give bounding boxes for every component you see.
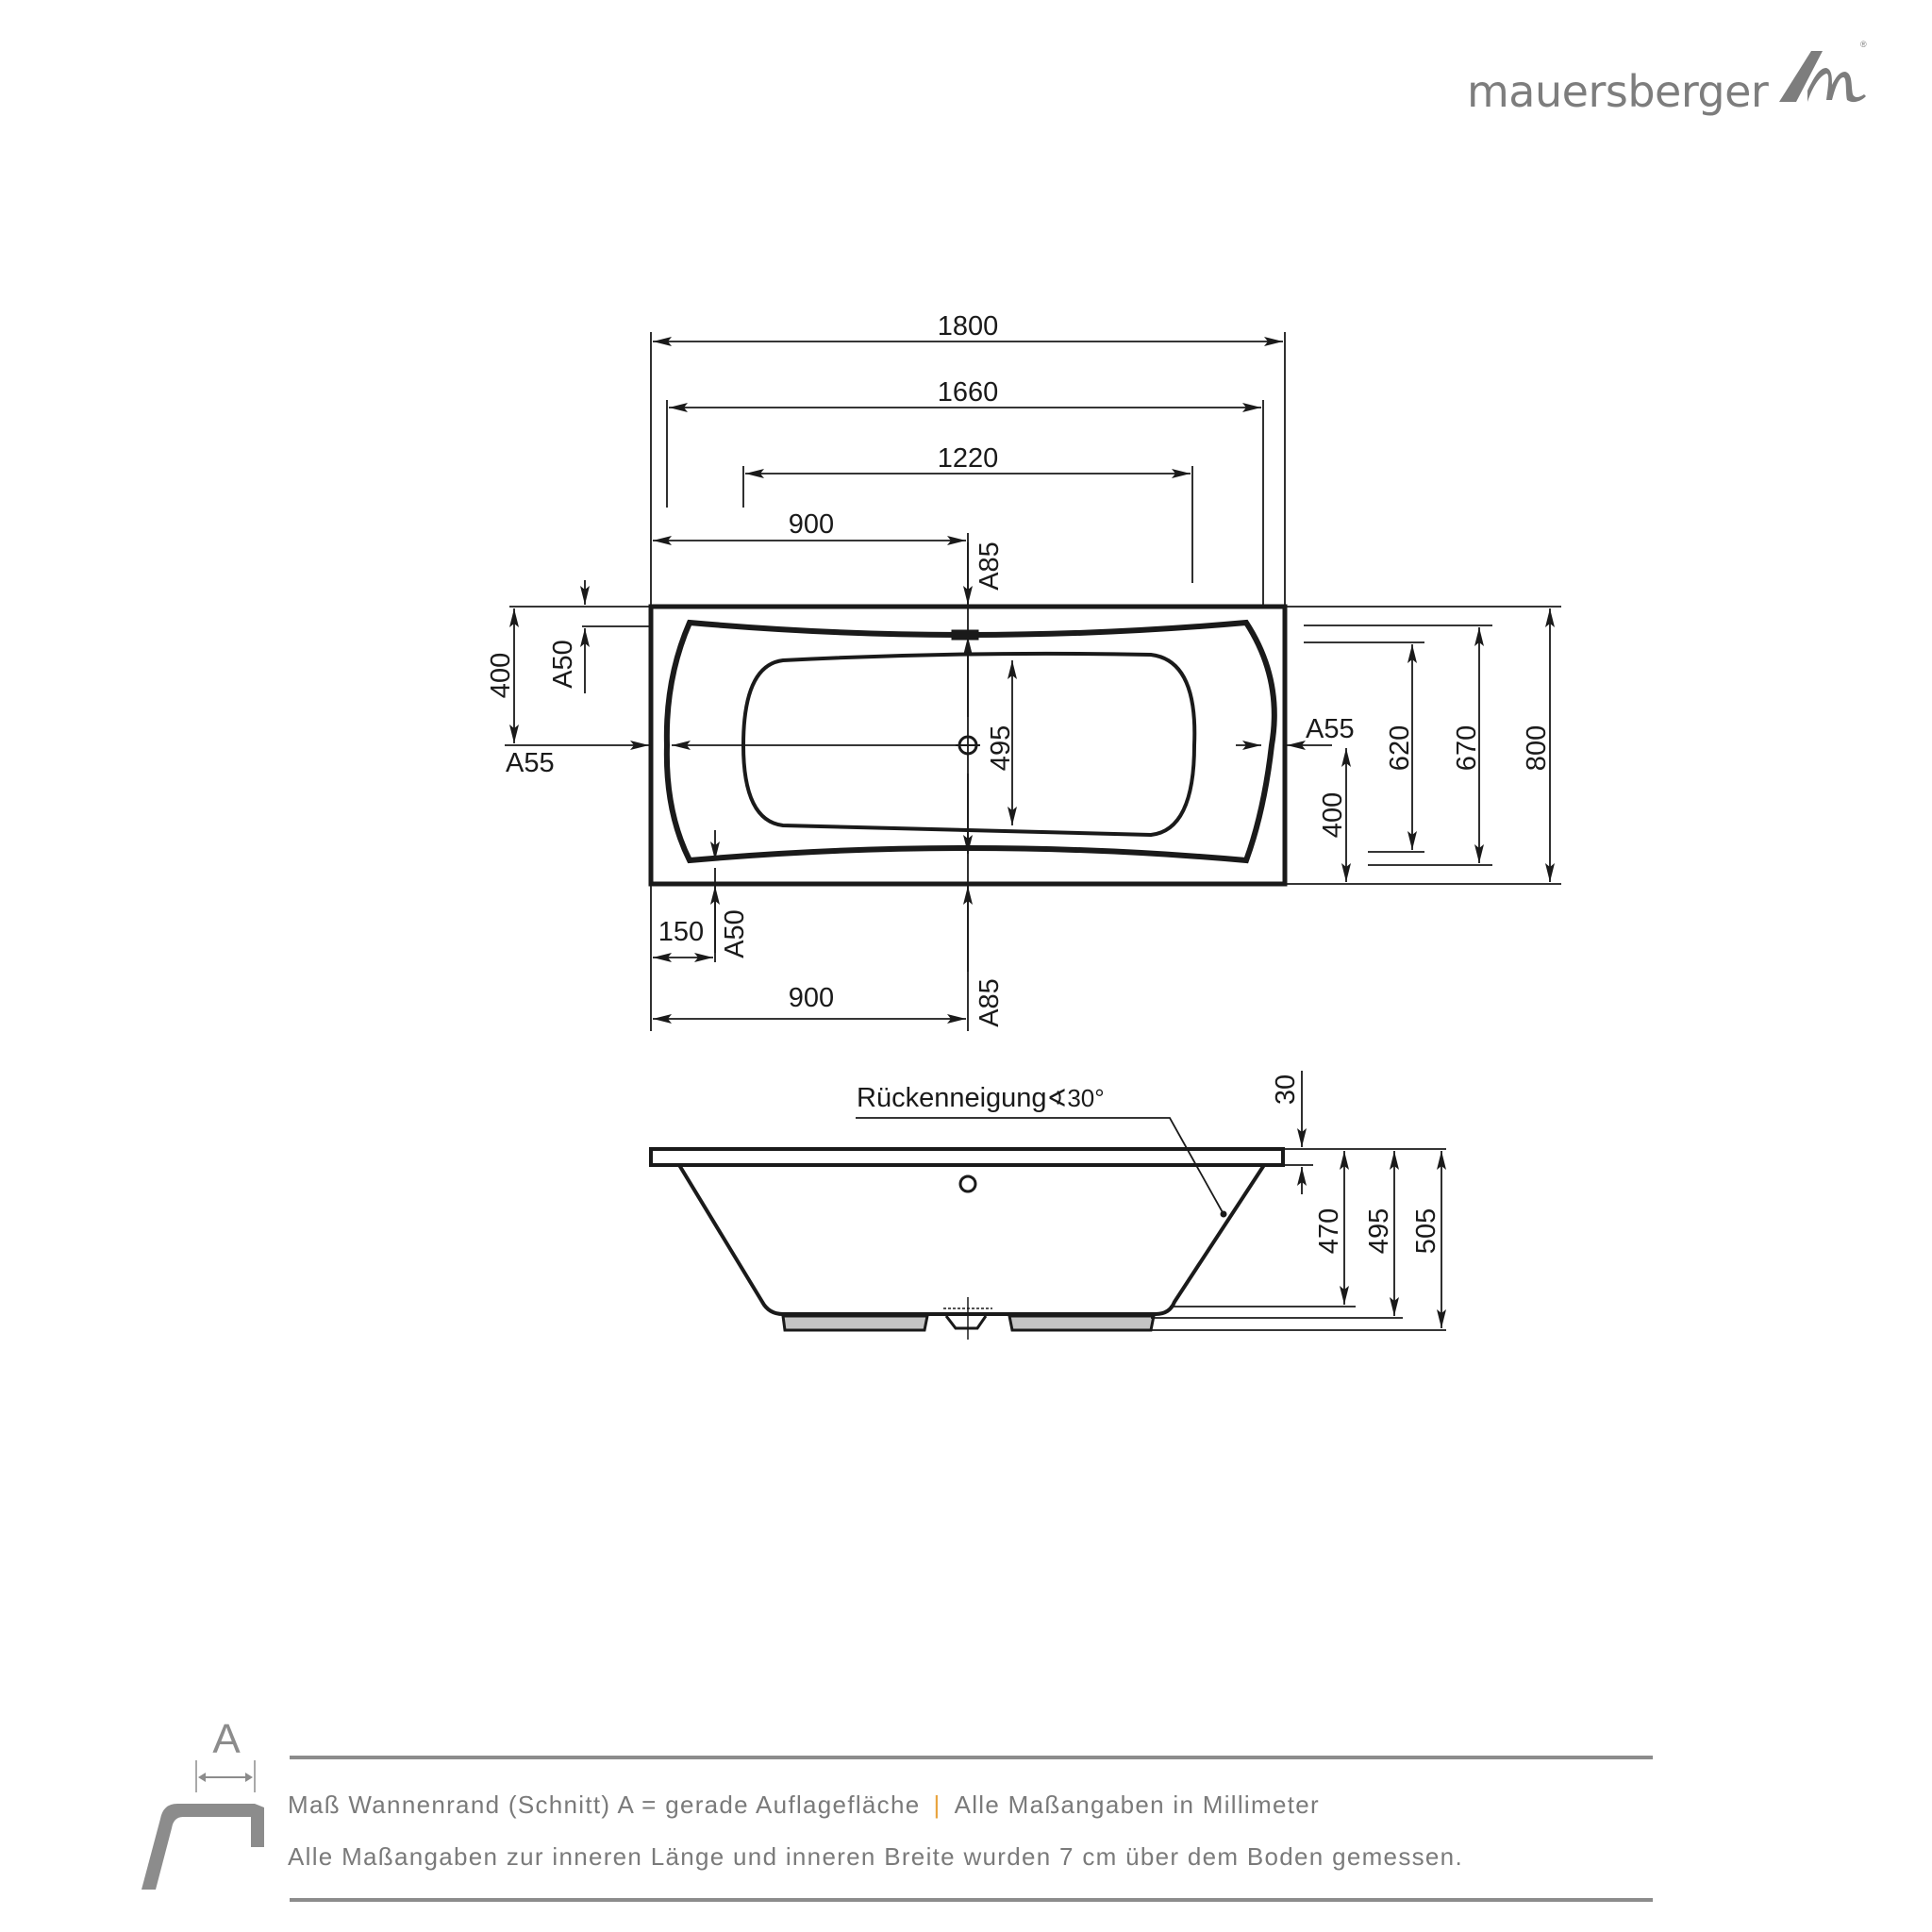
dim-470: 470 bbox=[1314, 1208, 1344, 1255]
dim-400-left: 400 bbox=[486, 652, 516, 699]
side-drain bbox=[946, 1316, 986, 1328]
dim-400-right: 400 bbox=[1318, 791, 1348, 839]
footer-line-2 bbox=[288, 1842, 1463, 1872]
rim-section-legend-icon bbox=[132, 1706, 274, 1894]
dim-495: 495 bbox=[986, 724, 1016, 772]
dim-800: 800 bbox=[1522, 724, 1552, 772]
tub-floor bbox=[743, 654, 1194, 835]
top-view-labels bbox=[486, 311, 1552, 1027]
rim-a55-left: A55 bbox=[506, 748, 555, 778]
footer-divider-top bbox=[290, 1756, 1653, 1759]
dim-505: 505 bbox=[1411, 1208, 1441, 1255]
units-note: Alle Maßangaben in Millimeter bbox=[954, 1790, 1320, 1819]
dim-1800: 1800 bbox=[937, 311, 999, 341]
rim-a85-bottom: A85 bbox=[974, 978, 1005, 1027]
dim-1660: 1660 bbox=[937, 377, 999, 408]
registered-mark: ® bbox=[1860, 40, 1867, 49]
dim-150: 150 bbox=[658, 917, 705, 947]
dim-900-top: 900 bbox=[788, 509, 835, 540]
side-overflow-icon bbox=[960, 1176, 975, 1191]
footer-line-1 bbox=[288, 1790, 1320, 1820]
rim-definition-text: Maß Wannenrand (Schnitt) A = gerade Auflagefläche bbox=[288, 1790, 921, 1819]
rim-a55-right: A55 bbox=[1306, 714, 1355, 744]
legend-letter: A bbox=[212, 1716, 241, 1762]
side-tub-body bbox=[679, 1165, 1264, 1314]
rim-a50-bottom: A50 bbox=[720, 909, 750, 958]
rim-a50-left: A50 bbox=[548, 640, 578, 689]
rim-a85-top: A85 bbox=[974, 541, 1005, 591]
dim-620: 620 bbox=[1385, 724, 1415, 772]
brand-name: mauersberger bbox=[1467, 66, 1769, 117]
side-foot-right bbox=[1009, 1316, 1154, 1330]
separator: | bbox=[933, 1790, 941, 1819]
footer-divider-bottom bbox=[290, 1898, 1653, 1902]
dim-30: 30 bbox=[1271, 1074, 1301, 1106]
back-slope-annotation: Rückenneigung∢30° bbox=[857, 1083, 1105, 1113]
dim-1220: 1220 bbox=[937, 443, 999, 474]
side-foot-left bbox=[783, 1316, 927, 1330]
measurement-note: Alle Maßangaben zur inneren Länge und inneren Breite wurden 7 cm über dem Boden gemessen. bbox=[288, 1842, 1463, 1871]
dim-900-bottom: 900 bbox=[788, 983, 835, 1013]
dim-495-side: 495 bbox=[1364, 1208, 1394, 1255]
tub-inner-rim bbox=[667, 623, 1274, 860]
dim-670: 670 bbox=[1452, 724, 1482, 772]
